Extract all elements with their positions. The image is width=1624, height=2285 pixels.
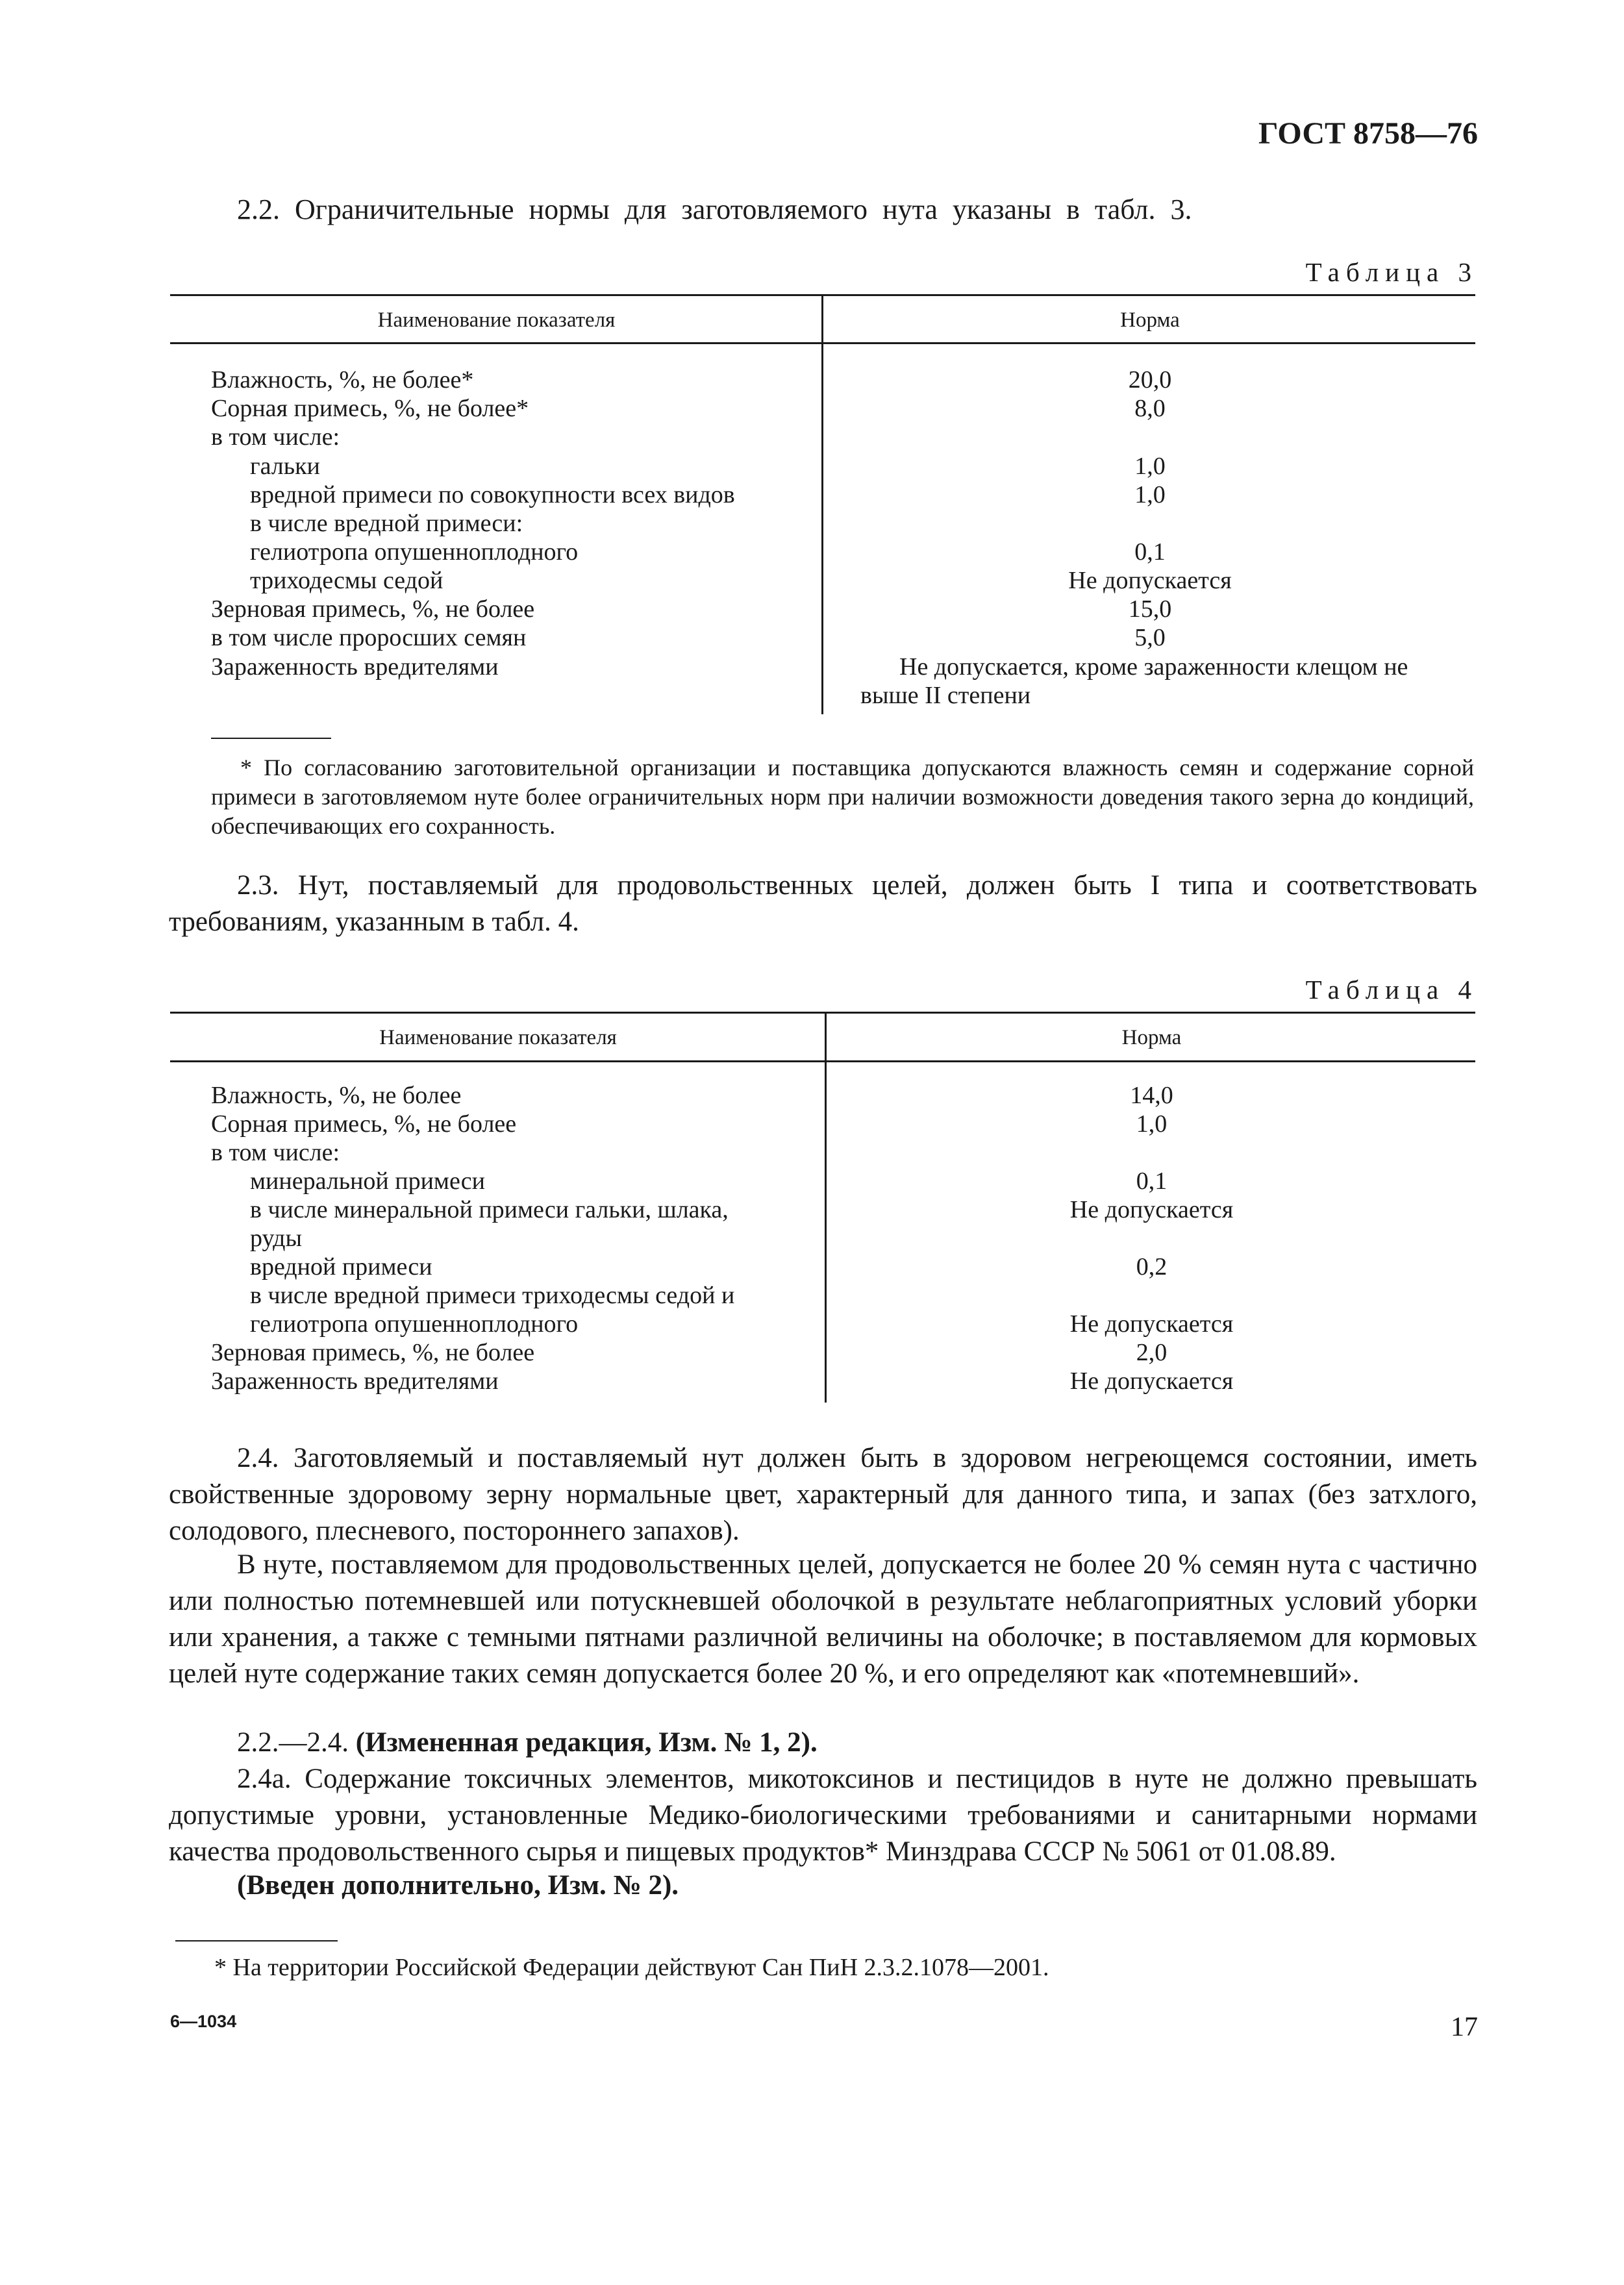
table-row-value: 1,0 — [1134, 481, 1166, 508]
table-row-name: Сорная примесь, %, не более — [211, 1110, 517, 1138]
table-row-value: 0,1 — [1136, 1167, 1168, 1195]
table-row-name: Зараженность вредителями — [211, 653, 499, 681]
print-code: 6—1034 — [170, 2012, 237, 2031]
table4-top-rule — [170, 1012, 1475, 1014]
table-row-name: в числе вредной примеси триходесмы седой и — [250, 1282, 735, 1309]
table-row-name: руды — [250, 1225, 302, 1252]
table3-footnote: * По согласованию заготовительной организации и поставщика допускаются влажность семян и содержание сорной примеси в заготовляемом нуте более ограничительных норм при наличии возможности доведения такого зерна до кондиций, обеспечивающих его сохранность. — [211, 755, 1474, 839]
table-row-name: Зерновая примесь, %, не более — [211, 595, 535, 623]
table4-col2-header: Норма — [1121, 1026, 1182, 1049]
introduction-note — [169, 1867, 1477, 1904]
table-row-name: Зараженность вредителями — [211, 1367, 499, 1395]
page-number: 17 — [1451, 2012, 1478, 2042]
section-2-4a-text: 2.4а. Содержание токсичных элементов, микотоксинов и пестицидов в нуте не должно превышать допустимые уровни, установленные Медико-биологическими требованиями и санитарными нормами качества продовольственного сырья и пищевых продуктов* Минздрава СССР № 5061 от 01.08.89. — [169, 1764, 1477, 1867]
table-row-name: Сорная примесь, %, не более* — [211, 395, 529, 422]
page-footnote: * На территории Российской Федерации действуют Сан ПиН 2.3.2.1078—2001. — [214, 1954, 1049, 1981]
table-row-name: вредной примеси по совокупности всех видов — [250, 481, 735, 508]
table3-col1-header: Наименование показателя — [377, 308, 616, 332]
table-row-value: 15,0 — [1128, 595, 1172, 623]
table-row-name: Зерновая примесь, %, не более — [211, 1339, 535, 1366]
section-2-4-paragraph-1 — [169, 1440, 1477, 1549]
table-row-name: в том числе проросших семян — [211, 624, 527, 651]
table-row-value: 1,0 — [1134, 453, 1166, 480]
table-row-value: Не допускается — [1069, 1310, 1234, 1338]
table-row-name: гелиотропа опушенноплодного — [250, 538, 579, 566]
section-2-4a-paragraph — [169, 1761, 1477, 1870]
table3-column-divider — [821, 295, 823, 714]
table-row-name: минеральной примеси — [250, 1167, 485, 1195]
table-row-name: Влажность, %, не более — [211, 1082, 462, 1109]
table4-header-rule — [170, 1060, 1475, 1062]
table4-column-divider — [825, 1013, 827, 1403]
table-row-value: 8,0 — [1134, 395, 1166, 422]
table-row-value: 5,0 — [1134, 624, 1166, 651]
table-row-name: в том числе: — [211, 1139, 340, 1166]
table-row-name: триходесмы седой — [250, 567, 443, 594]
table-row-name: Влажность, %, не более* — [211, 366, 474, 393]
table3-caption: Таблица 3 — [1305, 257, 1478, 287]
table-row-value-continuation: выше II степени — [860, 682, 1031, 709]
section-2-2-text: 2.2. Ограничительные нормы для заготовляемого нута указаны в табл. 3. — [237, 194, 1192, 225]
table3-header-rule — [170, 342, 1475, 344]
table-row-name: в том числе: — [211, 423, 340, 451]
table4-caption: Таблица 4 — [1305, 975, 1478, 1005]
table-row-name: в числе минеральной примеси гальки, шлака, — [250, 1196, 729, 1223]
table-row-name: вредной примеси — [250, 1253, 432, 1280]
table-row-value: 14,0 — [1130, 1082, 1173, 1109]
table-row-name: гальки — [250, 453, 320, 480]
page-footnote-rule — [175, 1940, 338, 1942]
section-2-3-body: 2.3. Нут, поставляемый для продовольственных целей, должен быть I типа и соответствовать требованиям, указанным в табл. 4. — [169, 870, 1477, 937]
table3-col2-header: Норма — [1120, 308, 1180, 332]
table-row-value: 1,0 — [1136, 1110, 1168, 1138]
introduction-note-bold: (Введен дополнительно, Изм. № 2). — [237, 1870, 679, 1901]
document-code: ГОСТ 8758—76 — [1258, 116, 1478, 151]
section-2-4-p1: 2.4. Заготовляемый и поставляемый нут должен быть в здоровом негреющемся состоянии, иметь свойственные здоровому зерну нормальные цвет, характерный для данного типа, и запах (без затхлого, солодового, плесневого, постороннего запахов). — [169, 1443, 1477, 1546]
amendment-prefix: 2.2.—2.4. — [237, 1727, 356, 1758]
table-row-value: 2,0 — [1136, 1339, 1168, 1366]
table-row-value: Не допускается — [1068, 567, 1232, 594]
table-row-value: Не допускается — [1069, 1367, 1234, 1395]
table-row-value: Не допускается — [1069, 1196, 1234, 1223]
table-row-value: 0,1 — [1134, 538, 1166, 566]
table-row-name: в числе вредной примеси: — [250, 510, 523, 537]
table-row-value: 0,2 — [1136, 1253, 1168, 1280]
table-row-name: гелиотропа опушенноплодного — [250, 1310, 579, 1338]
section-2-4-paragraph-2 — [169, 1547, 1477, 1692]
amendment-note — [169, 1725, 1477, 1761]
section-2-3-text — [169, 868, 1477, 940]
table-row-value: Не допускается, кроме зараженности клещом не — [899, 653, 1408, 681]
table4-col1-header: Наименование показателя — [379, 1026, 617, 1049]
section-2-4-p2: В нуте, поставляемом для продовольственных целей, допускается не более 20 % семян нута с частично или полностью потемневшей или потускневшей оболочкой в результате неблагоприятных условий уборки или хранения, а также с темными пятнами различной величины на оболочке; в поставляемом для кормовых целей нуте содержание таких семян допускается более 20 %, и его определяют как «потемневший». — [169, 1549, 1477, 1689]
amendment-bold: (Измененная редакция, Изм. № 1, 2). — [355, 1727, 818, 1758]
table3-footnote-rule — [211, 738, 331, 739]
table-row-value: 20,0 — [1128, 366, 1172, 393]
